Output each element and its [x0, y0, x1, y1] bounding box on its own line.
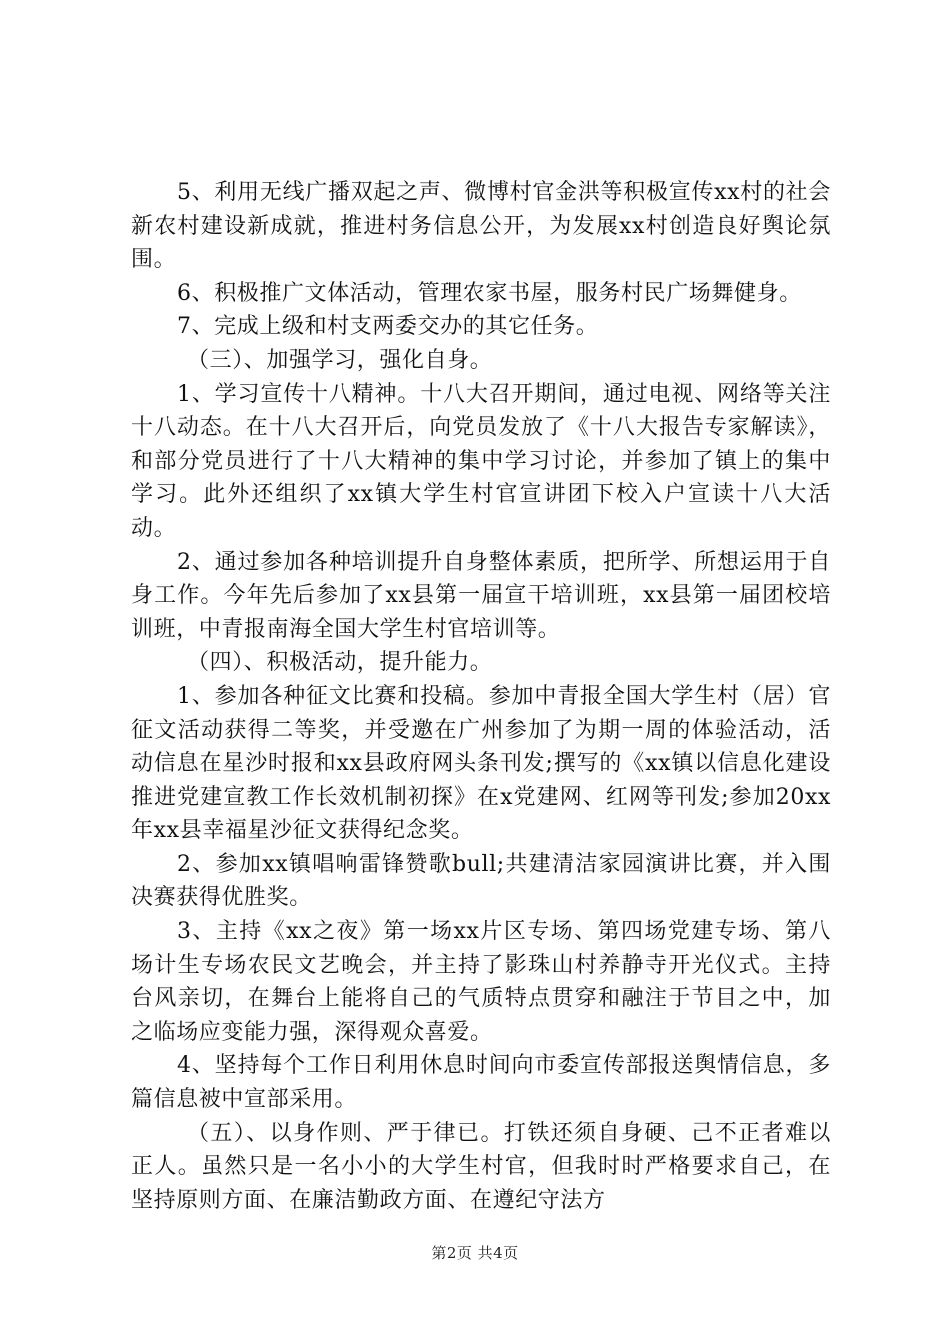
paragraph-study-1: 1、学习宣传十八精神。十八大召开期间，通过电视、网络等关注十八动态。在十八大召开后，向党员发放了《十八大报告专家解读》，和部分党员进行了十八大精神的集中学习讨论，并参加了镇上的集中学习。此外还组织了xx镇大学生村官宣讲团下校入户宣读十八大活动。	[131, 381, 831, 541]
paragraph-activity-1: 1、参加各种征文比赛和投稿。参加中青报全国大学生村（居）官征文活动获得二等奖，并受邀在广州参加了为期一周的体验活动，活动信息在星沙时报和xx县政府网头条刊发;撰写的《xx镇以信息化建设推进党建宣教工作长效机制初探》在x党建网、红网等刊发;参加20xx年xx县幸福星沙征文获得纪念奖。	[131, 683, 831, 844]
document-body	[131, 176, 831, 1217]
paragraph-6-culture: 6、积极推广文体活动，管理农家书屋，服务村民广场舞健身。	[177, 280, 802, 306]
paragraph-activity-2: 2、参加xx镇唱响雷锋赞歌bull;共建清洁家园演讲比赛，并入围决赛获得优胜奖。	[131, 851, 831, 911]
paragraph-study-2: 2、通过参加各种培训提升自身整体素质，把所学、所想运用于自身工作。今年先后参加了xx县第一届宣干培训班，xx县第一届团校培训班，中青报南海全国大学生村官培训等。	[131, 549, 831, 642]
paragraph-activity-3: 3、主持《xx之夜》第一场xx片区专场、第四场党建专场、第八场计生专场农民文艺晚会，并主持了影珠山村养静寺开光仪式。主持台风亲切，在舞台上能将自己的气质特点贯穿和融注于节目之中，加之临场应变能力强，深得观众喜爱。	[131, 919, 831, 1045]
paragraph-7-tasks: 7、完成上级和村支两委交办的其它任务。	[177, 314, 599, 340]
paragraph-5-broadcast: 5、利用无线广播双起之声、微博村官金洪等积极宣传xx村的社会新农村建设新成就，推进村务信息公开，为发展xx村创造良好舆论氛围。	[131, 180, 831, 273]
page-number-footer: 第2页 共4页	[431, 1244, 519, 1262]
paragraph-activity-4: 4、坚持每个工作日利用休息时间向市委宣传部报送舆情信息，多篇信息被中宣部采用。	[131, 1053, 831, 1113]
section-heading-4: （四）、积极活动，提升能力。	[187, 650, 493, 676]
section-heading-3: （三）、加强学习，强化自身。	[187, 347, 493, 373]
section-heading-5: （五）、以身作则、严于律已。打铁还须自身硬、己不正者难以正人。虽然只是一名小小的大学生村官，但我时时严格要求自己，在坚持原则方面、在廉洁勤政方面、在遵纪守法方	[131, 1120, 831, 1213]
